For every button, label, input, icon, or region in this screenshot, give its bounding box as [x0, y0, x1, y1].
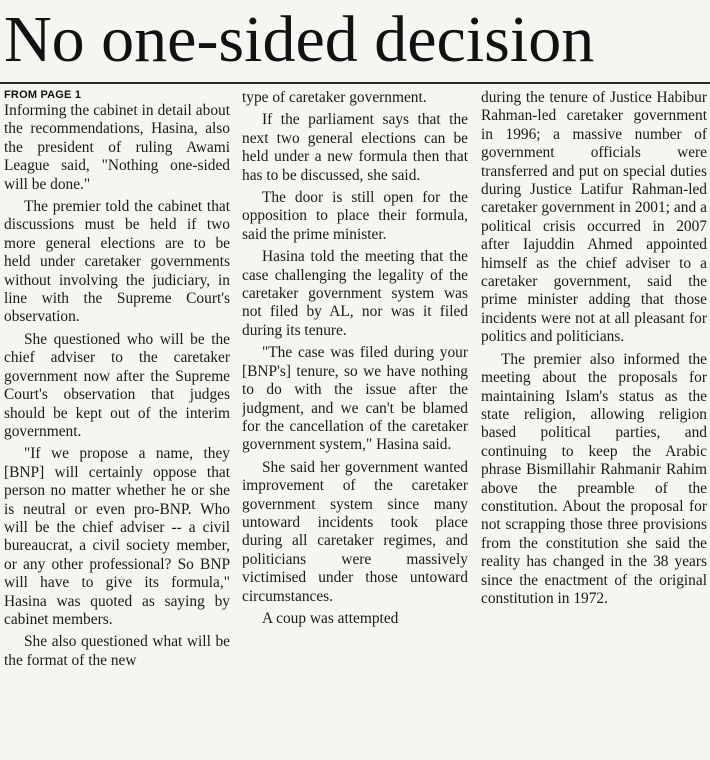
article-column-1 [4, 102, 230, 760]
paragraph: "If we propose a name, they [BNP] will certainly oppose that person no matter whether he or she is neutral or even pro-BNP. Who will be the chief adviser -- a civil bureaucrat, a civil society member, or any other professional? So BNP will have to give its formula," Hasina was quoted as saying by cabinet members. [4, 445, 230, 628]
paragraph: Informing the cabinet in detail about the recommendations, Hasina, also the president of ruling Awami League said, "Nothing one-sided will be done." [4, 102, 230, 193]
paragraph: If the parliament says that the next two general elections can be held under a new formula then that has to be discussed, she said. [242, 111, 468, 184]
headline-rule [0, 82, 710, 84]
paragraph: The door is still open for the opposition to place their formula, said the prime minister. [242, 189, 468, 243]
article-column-2 [242, 89, 468, 747]
continuation-kicker: FROM PAGE 1 [4, 89, 82, 101]
paragraph: type of caretaker government. [242, 89, 427, 106]
paragraph: during the tenure of Justice Habibur Rahman-led caretaker government in 1996; a massive number of government officials were transferred and put on special duties during Justice Latifur Rahman-led caretaker government in 2001; and a political crisis occurred in 2007 after Iajuddin Ahmed appointed himself as the chief adviser to a caretaker government, said the prime minister adding that those incidents were not at all pleasant for politics and politicians. [481, 89, 707, 346]
paragraph: She said her government wanted improvement of the caretaker government system since many untoward incidents took place during all caretaker regimes, and politicians were massively victimised under those untoward circumstances. [242, 458, 468, 605]
paragraph: She questioned who will be the chief adviser to the caretaker government now after the Supreme Court's observation that judges should be kept out of the interim government. [4, 330, 230, 440]
paragraph: Hasina told the meeting that the case challenging the legality of the caretaker government system was not filed by AL, nor was it filed during its tenure. [242, 248, 468, 339]
article-column-3 [481, 89, 707, 747]
paragraph: The premier told the cabinet that discussions must be held if two more general elections are to be held under caretaker governments without involving the judiciary, in line with the Supreme Court's observation. [4, 198, 230, 326]
paragraph: "The case was filed during your [BNP's] tenure, so we have nothing to do with the issue after the judgment, and we can't be blamed for the cancellation of the caretaker government system," Hasina said. [242, 344, 468, 454]
headline: No one-sided decision [4, 3, 595, 76]
paragraph: The premier also informed the meeting about the proposals for maintaining Islam's status as the state religion, allowing religion based political parties, and continuing to keep the Arabic phrase Bismillahir Rahmanir Rahim above the preamble of the constitution. About the proposal for not scrapping those three provisions from the constitution she said the reality has changed in the 38 years since the enactment of the original constitution in 1972. [481, 350, 707, 607]
paragraph: She also questioned what will be the format of the new [4, 633, 230, 669]
paragraph: A coup was attempted [262, 609, 399, 627]
